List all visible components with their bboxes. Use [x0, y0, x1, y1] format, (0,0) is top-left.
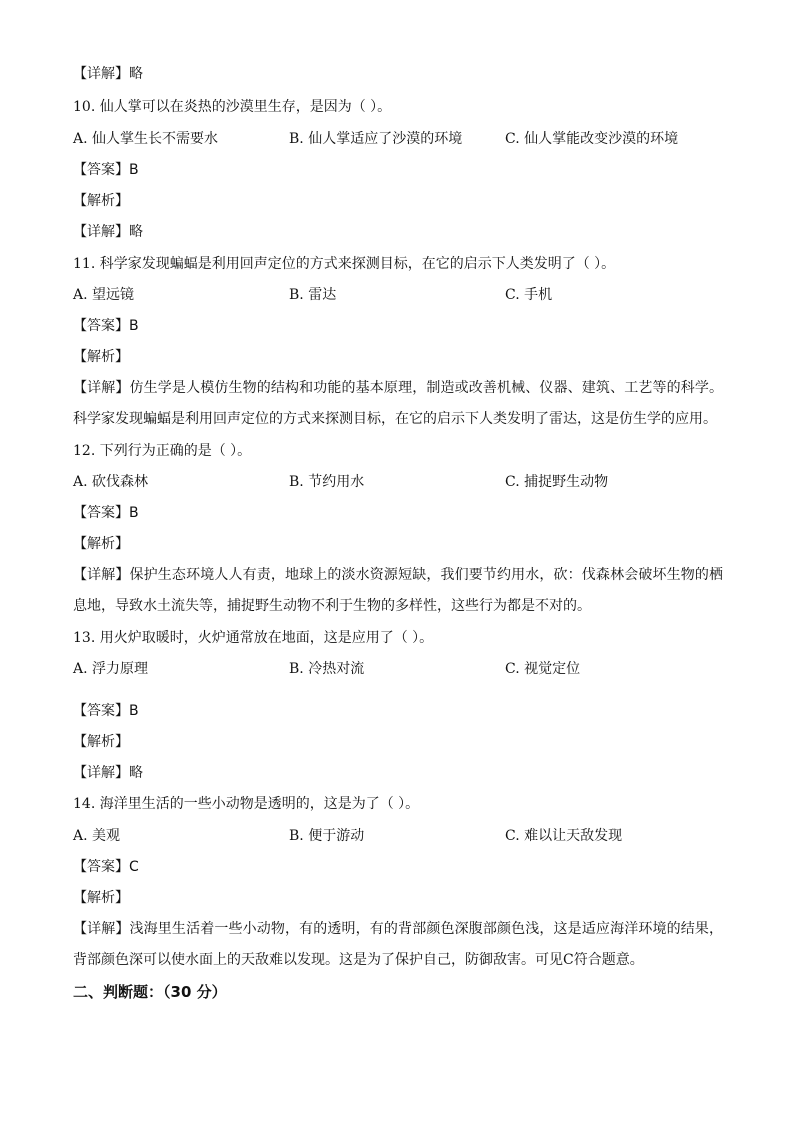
option-c: C. 捕捉野生动物 [505, 474, 609, 490]
detail-paragraph: 【详解】仿生学是人模仿生物的结构和功能的基本原理，制造或改善机械、仪器、建筑、工艺等的科学。科学家发现蝙蝠是利用回声定位的方式来探测目标，在它的启示下人类发明了雷达，这是仿生学的应用。 [73, 380, 723, 427]
option-c: C. 手机 [505, 287, 553, 303]
detail-paragraph: 【详解】保护生态环境人人有责，地球上的淡水资源短缺，我们要节约用水，砍：伐森林会破坏生物的栖息地，导致水土流失等，捕捉野生动物不利于生物的多样性，这些行为都是不对的。 [73, 567, 723, 614]
option-b: B. 冷热对流 [289, 661, 365, 677]
detail-line: 【详解】略 [73, 765, 143, 781]
option-a: A. 砍伐森林 [73, 474, 149, 490]
answer-line: 【答案】B [73, 703, 139, 719]
answer-line: 【答案】B [73, 505, 139, 521]
option-c: C. 视觉定位 [505, 661, 581, 677]
option-a: A. 望远镜 [73, 287, 135, 303]
option-a: A. 美观 [73, 828, 121, 844]
question-12: 12. 下列行为正确的是（ ）。 [73, 443, 252, 459]
detail-line: 【详解】略 [73, 66, 143, 82]
option-a: A. 仙人掌生长不需要水 [73, 131, 219, 147]
analysis-line: 【解析】 [73, 349, 129, 365]
option-b: B. 节约用水 [289, 474, 365, 490]
option-c: C. 仙人掌能改变沙漠的环境 [505, 131, 679, 147]
answer-line: 【答案】B [73, 162, 139, 178]
option-a: A. 浮力原理 [73, 661, 149, 677]
question-13: 13. 用火炉取暖时，火炉通常放在地面，这是应用了（ ）。 [73, 630, 434, 646]
answer-line: 【答案】C [73, 859, 139, 875]
question-11: 11. 科学家发现蝙蝠是利用回声定位的方式来探测目标，在它的启示下人类发明了（ ）。 [73, 256, 616, 272]
analysis-line: 【解析】 [73, 193, 129, 209]
analysis-line: 【解析】 [73, 536, 129, 552]
question-10: 10. 仙人掌可以在炎热的沙漠里生存，是因为（ ）。 [73, 99, 392, 115]
answer-line: 【答案】B [73, 318, 139, 334]
analysis-line: 【解析】 [73, 734, 129, 750]
detail-paragraph: 【详解】浅海里生活着一些小动物，有的透明，有的背部颜色深腹部颜色浅，这是适应海洋环境的结果，背部颜色深可以使水面上的天敌难以发现。这是为了保护自己，防御敌害。可见C符合题意。 [73, 921, 723, 968]
option-b: B. 便于游动 [289, 828, 365, 844]
option-c: C. 难以让天敌发现 [505, 828, 623, 844]
question-14: 14. 海洋里生活的一些小动物是透明的，这是为了（ ）。 [73, 796, 420, 812]
analysis-line: 【解析】 [73, 890, 129, 906]
detail-line: 【详解】略 [73, 224, 143, 240]
section-title: 二、判断题：（30 分） [73, 983, 227, 1001]
option-b: B. 仙人掌适应了沙漠的环境 [289, 131, 463, 147]
option-b: B. 雷达 [289, 287, 337, 303]
